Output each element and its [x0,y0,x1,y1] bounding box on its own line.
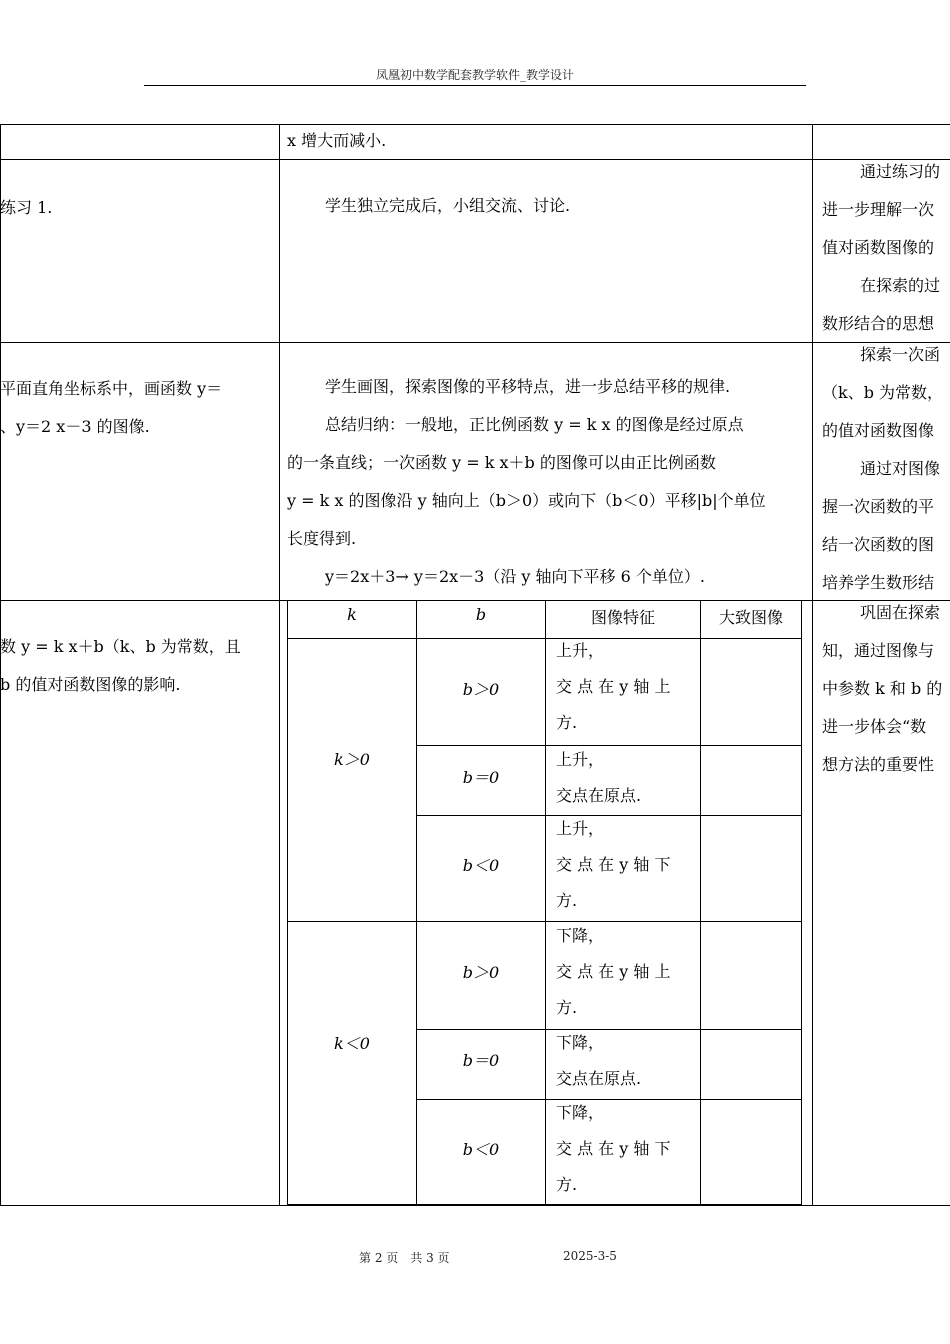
row0-process-cell: x 增大而减小. [287,131,387,150]
table-border-bottom [0,1205,950,1206]
row1-process-cell: 学生独立完成后，小组交流、讨论. [325,196,571,215]
header-title: 凤凰初中数学配套教学软件_教学设计 [375,68,574,82]
feature-text: 下降， 交 点 在 y 轴 下 方. [556,1103,671,1194]
feature-text: 上升， 交 点 在 y 轴 下 方. [556,819,671,910]
column-divider [279,124,280,1206]
row1-content-cell: 练习 1. [0,198,53,217]
row2-intent-cell: 探索一次函 （k、b 为常数， 的值对函数图像 通过对图像 握一次函数的平 结一次函数的图 培养学生数形结 [822,345,944,592]
row2-content-cell: 平面直角坐标系中，画函数 y＝ 、y＝2 x－3 的图像. [0,379,223,436]
b-label: b＝0 [462,768,500,787]
feature-text: 上升， 交点在原点. [556,750,642,805]
header-feature: 图像特征 [590,608,655,627]
header-b: b [475,605,487,624]
inner-header-divider [288,638,801,639]
feature-text: 下降， 交 点 在 y 轴 上 方. [556,926,671,1017]
row-divider [0,159,950,160]
inner-column-divider [700,601,701,1204]
b-label: b＞0 [462,680,500,699]
column-divider [812,124,813,1206]
inner-group-divider [288,921,801,922]
b-label: b＞0 [462,963,500,982]
feature-text: 下降， 交点在原点. [556,1033,642,1088]
k-positive-label: k＞0 [334,750,370,769]
inner-column-divider [545,601,546,1204]
row3-content-cell: 数 y = k x＋b（k、b 为常数，且 b 的值对函数图像的影响. [0,637,241,694]
b-label: b＝0 [462,1051,500,1070]
page-number: 第 2 页 共 3 页 [359,1251,450,1265]
header-k: k [347,605,357,624]
row3-intent-cell: 巩固在探索 知，通过图像与 中参数 k 和 b 的 进一步体会“数 想方法的重要性 [822,603,943,774]
header-rule [144,85,806,86]
footer-date: 2025-3-5 [563,1249,617,1263]
table-border-top [0,124,950,125]
properties-table [287,600,802,1205]
row-divider [0,342,950,343]
k-negative-label: k＜0 [334,1034,370,1053]
b-label: b＜0 [462,1140,500,1159]
feature-text: 上升， 交 点 在 y 轴 上 方. [556,641,671,732]
b-label: b＜0 [462,856,500,875]
row1-intent-cell: 通过练习的 进一步理解一次 值对函数图像的 在探索的过 数形结合的思想 [822,162,941,333]
header-sketch: 大致图像 [718,608,783,627]
row2-process-cell: 学生画图，探索图像的平移特点，进一步总结平移的规律. 总结归纳：一般地，正比例函数 y = k x 的图像是经过原点 的一条直线；一次函数 y = k x＋b 的图像可以由正比例函数 y = k x 的图像沿 y 轴向上（b＞0）或向下（b＜0）平移|b|个单位 长度得到. y＝2x＋3→ y＝2x－3（沿 y 轴向下平移 6 个单位）. [287,377,766,586]
